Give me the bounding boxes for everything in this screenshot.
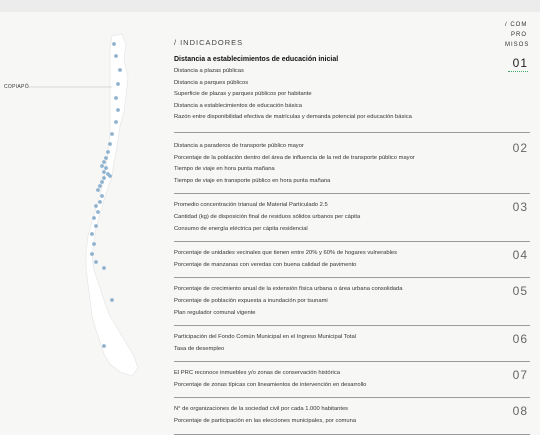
compromiso-number-5[interactable]: 05 bbox=[512, 284, 528, 299]
city-marker[interactable] bbox=[114, 120, 118, 124]
indicator-group-4 bbox=[174, 242, 530, 278]
indicator-item[interactable]: Porcentaje de crecimiento anual de la extensión física urbana o área urbana consolidada bbox=[174, 286, 403, 293]
city-marker[interactable] bbox=[96, 210, 100, 214]
city-marker[interactable] bbox=[96, 188, 100, 192]
city-marker[interactable] bbox=[116, 108, 120, 112]
city-marker[interactable] bbox=[90, 232, 94, 236]
city-marker[interactable] bbox=[116, 82, 120, 86]
compromiso-number-4[interactable]: 04 bbox=[512, 248, 528, 263]
city-marker[interactable] bbox=[112, 42, 116, 46]
city-marker[interactable] bbox=[100, 164, 104, 168]
indicator-list bbox=[174, 141, 530, 187]
indicator-list bbox=[174, 332, 530, 355]
city-label-copiapo: COPIAPÓ bbox=[4, 84, 29, 90]
indicator-list bbox=[174, 404, 530, 427]
city-marker[interactable] bbox=[114, 96, 118, 100]
city-marker[interactable] bbox=[100, 194, 104, 198]
indicator-item[interactable]: Tasa de desempleo bbox=[174, 345, 225, 352]
indicator-item[interactable]: Porcentaje de participación en las elecciones municipales, por comuna bbox=[174, 418, 357, 425]
indicator-group-1 bbox=[174, 54, 530, 133]
city-marker[interactable] bbox=[92, 216, 96, 220]
city-marker[interactable] bbox=[102, 160, 106, 164]
indicator-item[interactable]: Tiempo de viaje en transporte público en hora punta mañana bbox=[174, 177, 331, 184]
city-marker[interactable] bbox=[104, 156, 108, 160]
indicator-item[interactable]: Promedio concentración trianual de Material Particulado 2.5 bbox=[174, 202, 328, 209]
city-marker[interactable] bbox=[102, 170, 106, 174]
indicator-item[interactable]: Distancia a plazas públicas bbox=[174, 68, 244, 74]
city-marker[interactable] bbox=[108, 174, 112, 178]
indicator-group-3 bbox=[174, 194, 530, 242]
indicator-group-5 bbox=[174, 278, 530, 326]
compromisos-line-3: MISOS bbox=[505, 42, 530, 48]
indicator-item[interactable]: Porcentaje de la población dentro del área de influencia de la red de transporte público mayor bbox=[174, 154, 415, 161]
city-marker[interactable] bbox=[92, 242, 96, 246]
section-title-text: INDICADORES bbox=[180, 38, 244, 47]
city-marker[interactable] bbox=[98, 184, 102, 188]
city-marker[interactable] bbox=[102, 266, 106, 270]
indicator-list bbox=[174, 284, 530, 319]
indicator-item[interactable]: Porcentaje de población expuesta a inundación por tsunami bbox=[174, 297, 328, 304]
indicator-list bbox=[174, 248, 530, 271]
indicator-item[interactable]: Superficie de plazas y parques públicos por habitante bbox=[174, 91, 312, 98]
indicator-item[interactable]: Distancia a establecimientos de educación básica bbox=[174, 102, 302, 109]
indicator-group-6 bbox=[174, 326, 530, 362]
chile-map bbox=[0, 0, 170, 400]
indicator-item[interactable]: Distancia a parques públicos bbox=[174, 79, 249, 86]
active-number-underline bbox=[508, 71, 528, 72]
indicator-item[interactable]: Consumo de energía eléctrica per cápita residencial bbox=[174, 225, 308, 232]
city-marker[interactable] bbox=[102, 176, 106, 180]
city-marker[interactable] bbox=[110, 298, 114, 302]
indicator-group-7 bbox=[174, 362, 530, 398]
city-marker[interactable] bbox=[100, 180, 104, 184]
compromisos-label bbox=[505, 20, 537, 50]
indicator-item[interactable]: Porcentaje de unidades vecinales que tienen entre 20% y 60% de hogares vulnerables bbox=[174, 250, 398, 257]
indicator-item[interactable]: Plan regulador comunal vigente bbox=[174, 309, 256, 316]
indicator-item[interactable]: N° de organizaciones de la sociedad civil por cada 1.000 habitantes bbox=[174, 406, 349, 413]
chile-map-svg bbox=[0, 0, 170, 400]
indicator-item-active[interactable]: Distancia a establecimientos de educación inicial bbox=[174, 56, 339, 63]
indicator-item[interactable]: Participación del Fondo Común Municipal en el Ingreso Municipal Total bbox=[174, 334, 356, 341]
indicator-item[interactable]: Razón entre disponibilidad efectiva de matrículas y demanda potencial por educación básica bbox=[174, 114, 412, 121]
city-marker[interactable] bbox=[94, 204, 98, 208]
city-marker[interactable] bbox=[102, 344, 106, 348]
compromiso-number-1[interactable]: 01 bbox=[512, 56, 528, 70]
city-marker[interactable] bbox=[94, 260, 98, 264]
city-marker[interactable] bbox=[98, 200, 102, 204]
compromiso-number-6[interactable]: 06 bbox=[512, 332, 528, 347]
indicator-list bbox=[174, 54, 530, 124]
compromisos-line-2: PRO bbox=[511, 32, 528, 38]
indicator-item[interactable]: Distancia a paraderos de transporte público mayor bbox=[174, 142, 304, 149]
chile-land-shape bbox=[86, 34, 138, 376]
city-marker[interactable] bbox=[106, 150, 110, 154]
indicator-list bbox=[174, 368, 530, 391]
indicator-group-8 bbox=[174, 398, 530, 434]
city-marker[interactable] bbox=[94, 224, 98, 228]
indicator-item[interactable]: El PRC reconoce inmuebles y/o zonas de conservación histórica bbox=[174, 370, 340, 377]
city-marker[interactable] bbox=[110, 132, 114, 136]
section-title bbox=[174, 38, 243, 47]
indicator-item[interactable]: Porcentaje de zonas típicas con lineamientos de intervención en desarrollo bbox=[174, 381, 367, 388]
compromiso-number-8[interactable]: 08 bbox=[512, 404, 528, 419]
city-marker[interactable] bbox=[104, 166, 108, 170]
compromiso-number-2[interactable]: 02 bbox=[512, 140, 528, 155]
city-marker[interactable] bbox=[118, 68, 122, 72]
indicator-groups bbox=[174, 54, 530, 435]
section-title-slash: / bbox=[174, 38, 178, 47]
indicator-item[interactable]: Cantidad (kg) de disposición final de residuos sólidos urbanos per cápita bbox=[174, 213, 361, 220]
indicator-group-2 bbox=[174, 133, 530, 194]
indicator-item[interactable]: Porcentaje de manzanas con veredas con buena calidad de pavimento bbox=[174, 261, 357, 268]
city-marker[interactable] bbox=[108, 142, 112, 146]
city-marker[interactable] bbox=[114, 54, 118, 58]
compromisos-line-1: / COM bbox=[505, 22, 528, 28]
compromiso-number-7[interactable]: 07 bbox=[512, 368, 528, 383]
indicator-item[interactable]: Tiempo de viaje en hora punta mañana bbox=[174, 166, 275, 173]
city-marker[interactable] bbox=[90, 252, 94, 256]
compromiso-number-3[interactable]: 03 bbox=[512, 200, 528, 215]
indicator-list bbox=[174, 200, 530, 235]
